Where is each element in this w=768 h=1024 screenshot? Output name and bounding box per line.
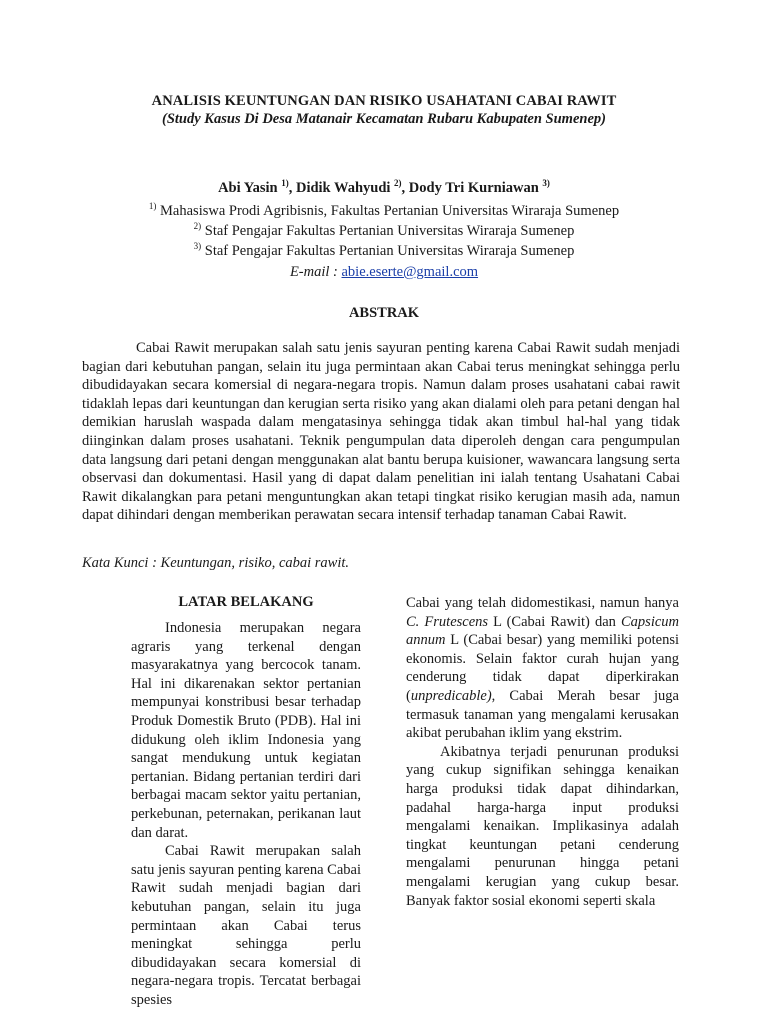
email-link[interactable]: abie.eserte@gmail.com — [341, 264, 479, 280]
email-label: E-mail : — [289, 264, 342, 280]
author-name: Abi Yasin — [218, 180, 282, 196]
text-run: L (Cabai Rawit) dan — [488, 613, 622, 630]
author-name: Dody Tri Kurniawan — [408, 180, 543, 196]
affiliation-text: Staf Pengajar Fakultas Pertanian Universitas Wiraraja Sumenep — [201, 243, 575, 259]
affiliation-3 — [60, 243, 708, 260]
email-line — [60, 264, 708, 281]
paper-subtitle — [60, 111, 708, 128]
paragraph — [406, 594, 679, 743]
subtitle-text: Study Kasus Di Desa Matanair Kecamatan Rubaru Kabupaten Sumenep — [166, 111, 602, 127]
subtitle-open: ( — [162, 111, 167, 127]
text-run: Cabai yang telah didomestikasi, namun hanya — [406, 595, 679, 611]
species-name: C. Frutescens — [406, 613, 489, 630]
column-left — [131, 619, 361, 1009]
subtitle-close: ) — [601, 111, 606, 127]
affiliation-2 — [60, 223, 708, 240]
affiliation-1 — [60, 203, 708, 220]
keywords: Kata Kunci : Keuntungan, risiko, cabai rawit. — [82, 555, 350, 571]
affiliation-mark: 2) — [193, 221, 202, 232]
paragraph: Cabai Rawit merupakan salah satu jenis sayuran penting karena Cabai Rawit sudah menjadi bagian dari kebutuhan pangan, selain itu juga permintaan akan Cabai terus meningkat sehingga perlu dibudidayakan secara komersial di negara-negara tropis. Tercatat berbagai spesies — [131, 843, 361, 1008]
author-line — [60, 180, 708, 197]
author-name: Didik Wahyudi — [295, 180, 395, 196]
abstract-text: Cabai Rawit merupakan salah satu jenis sayuran penting karena Cabai Rawit sudah menjadi bagian dari kebutuhan pangan, selain itu juga permintaan akan Cabai terus meningkat sehingga perlu dibudidayakan secara komersial di negara-negara tropis. Namun dalam proses usahatani cabai rawit tidaklah lepas dari keuntungan dan kerugian serta risiko yang akan dialami oleh para petani dengan hal demikian haruslah waspada dalam mengatasinya sehingga tidak akan timbul hal-hal yang tidak diinginkan dalam proses usahatani. Teknik pengumpulan data diperoleh dengan cara pengumpulan data langsung dari petani dengan menggunakan alat bantu berupa kuisioner, wawancara langsung serta observasi dan dokumentasi. Hasil yang di dapat dalam penelitian ini ialah tentang Usahatani Cabai Rawit dikalangkan para petani menguntungkan akan tetapi tingkat risiko kerugian masih ada, namun dapat dihindari dengan memberikan perawatan secara intensif terhadap tanaman Cabai Rawit. — [82, 340, 680, 524]
abstract-heading: ABSTRAK — [348, 305, 420, 321]
affiliation-mark: 3) — [193, 241, 202, 252]
affiliation-mark: 1) — [148, 201, 157, 212]
paper-title: ANALISIS KEUNTUNGAN DAN RISIKO USAHATANI CABAI RAWIT — [151, 93, 617, 109]
text-run: L (Cabai besar) yang memiliki potensi ekonomis. Selain faktor curah hujan yang cenderung tidak dapat diperkirakan ( — [406, 632, 679, 704]
author-sep: , — [288, 180, 296, 196]
affiliation-text: Mahasiswa Prodi Agribisnis, Fakultas Pertanian Universitas Wiraraja Sumenep — [156, 203, 620, 219]
author-sep: , — [401, 180, 409, 196]
author-mark: 1) — [281, 178, 289, 189]
section-heading: LATAR BELAKANG — [178, 594, 314, 610]
paragraph: Akibatnya terjadi penurunan produksi yang cukup signifikan sehingga kenaikan harga produksi tidak dapat dihindarkan, padahal harga-harga input produksi mengalami kenaikan. Implikasinya adalah tingkat keuntungan petani cenderung mengalami penurunan hingga petani mengalami kerugian yang cukup besar. Banyak faktor sosial ekonomi seperti skala — [406, 743, 679, 909]
text-run: , Cabai Merah besar juga termasuk tanaman yang mengalami kerusakan akibat perubahan iklim yang ekstrim. — [406, 687, 679, 742]
author-mark: 2) — [394, 178, 402, 189]
italic-term: unpredicable) — [410, 687, 492, 704]
affiliation-text: Staf Pengajar Fakultas Pertanian Universitas Wiraraja Sumenep — [201, 223, 575, 239]
species-name: Capsicum annum — [406, 613, 680, 649]
paragraph: Indonesia merupakan negara agraris yang terkenal dengan masyarakatnya yang bercocok tanam. Hal ini dikarenakan sektor pertanian mempunyai konstribusi besar terhadap Produk Domestik Bruto (PDB). Hal ini didukung oleh iklim Indonesia yang sangat mendukung untuk kegiatan pertanian. Bidang pertanian terdiri dari berbagai macam sektor yaitu pertanian, perkebunan, peternakan, perikanan laut dan darat. — [131, 620, 361, 841]
column-right — [406, 594, 679, 910]
author-mark: 3) — [542, 178, 550, 189]
